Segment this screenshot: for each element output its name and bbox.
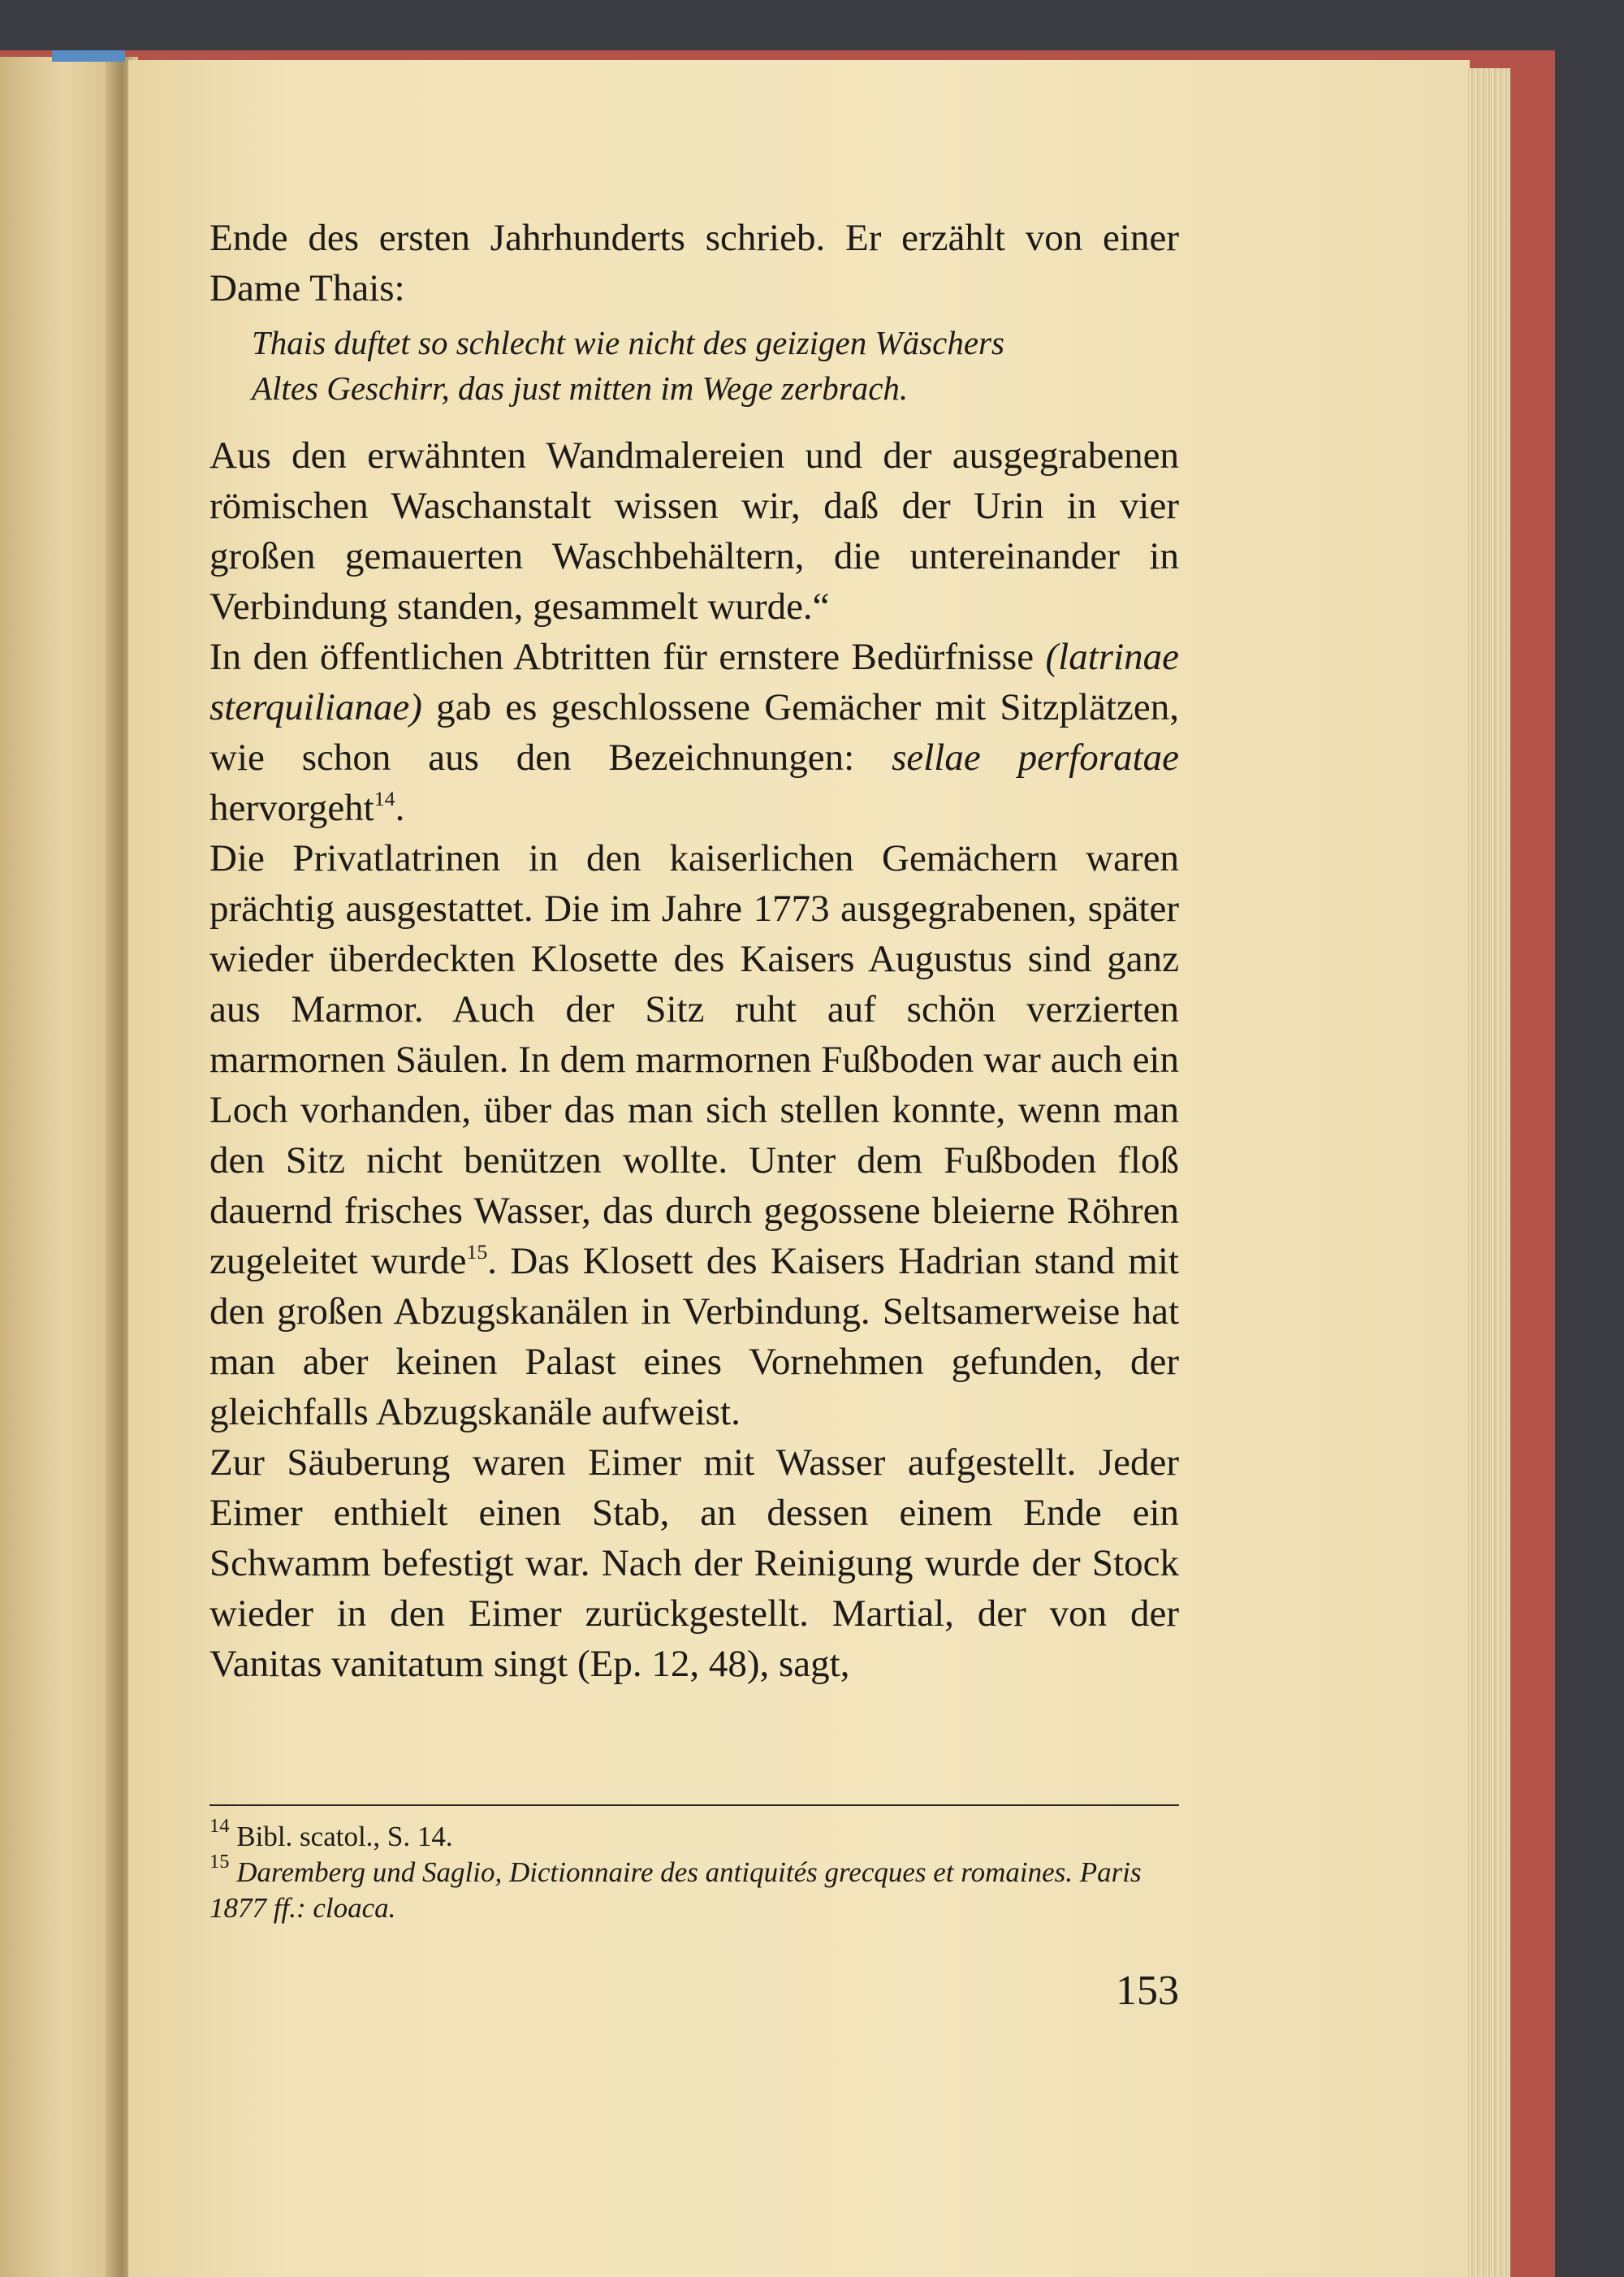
paragraph-3-text-b: gab es geschlossene Gemächer mit Sitzplätzen, wie schon aus den Bezeichnungen: (209, 686, 1179, 779)
paragraph-1: Ende des ersten Jahrhunderts schrieb. Er erzählt von einer Dame Thais: (209, 217, 1179, 309)
paragraph-2: Aus den erwähnten Wandmalereien und der ausgegrabenen römischen Waschanstalt wissen wir, daß der Urin in vier großen gemauerten Waschbehältern, die untereinander in Verbindung standen, gesammelt wurde.“ (209, 434, 1179, 628)
page-edges (1468, 68, 1510, 2277)
paragraph-3-text-c: hervorgeht (209, 787, 374, 829)
footnote-14-number: 14 (209, 1814, 230, 1837)
paragraph-3 (209, 632, 1179, 833)
footnote-rule (209, 1804, 1179, 1806)
footnote-15 (209, 1850, 1179, 1926)
page-number: 153 (1116, 1968, 1179, 2014)
body-text (209, 213, 1179, 1689)
paragraph-4 (209, 833, 1179, 1437)
verse-line-2: Altes Geschirr, das just mitten im Wege zerbrach. (252, 369, 909, 407)
left-page-edge (0, 57, 114, 2277)
paragraph-4-text-b: . Das Klosett des Kaisers Hadrian stand mit den großen Abzugskanälen in Verbindung. Seltsamerweise hat man aber keinen Palast eines Vornehmen gefunden, der gleichfalls Abzugskanäle aufweist. (209, 1240, 1179, 1433)
footnote-14-text: Bibl. scatol., S. 14. (229, 1821, 453, 1852)
footnote-15-number: 15 (209, 1850, 230, 1873)
footnote-ref-14: 14 (374, 786, 395, 810)
footnote-14 (209, 1814, 1179, 1855)
footnotes (209, 1814, 1179, 1926)
latin-term-latrinae: (latrinae sterquilianae) (209, 636, 1179, 728)
blue-tab-marker (52, 50, 125, 62)
verse-quote (209, 320, 1179, 411)
footnote-ref-15: 15 (466, 1239, 488, 1264)
latin-term-sellae: sellae perforatae (892, 737, 1179, 779)
verse-line-1: Thais duftet so schlecht wie nicht des geizigen Wäschers (252, 324, 1004, 361)
footnote-15-text: Daremberg und Saglio, Dictionnaire des antiquités grecques et romaines. Paris 1877 ff.: cloaca. (209, 1856, 1142, 1924)
paragraph-5: Zur Säuberung waren Eimer mit Wasser aufgestellt. Jeder Eimer enthielt einen Stab, an dessen einem Ende ein Schwamm befestigt war. Nach der Reinigung wurde der Stock wieder in den Eimer zurückgestellt. Martial, der von der Vanitas vanitatum singt (Ep. 12, 48), sagt, (209, 1441, 1179, 1685)
paragraph-3-text-a: In den öffentlichen Abtritten für ernstere Bedürfnisse (209, 636, 1046, 678)
paragraph-3-text-d: . (395, 787, 405, 829)
paragraph-4-text-a: Die Privatlatrinen in den kaiserlichen Gemächern waren prächtig ausgestattet. Die im Jahre 1773 ausgegrabenen, später wieder überdeckten Klosette des Kaisers Augustus sind ganz aus Marmor. Auch der Sitz ruht auf schön verzierten marmornen Säulen. In dem marmornen Fußboden war auch ein Loch vorhanden, über das man sich stellen konnte, wenn man den Sitz nicht benützen wollte. Unter dem Fußboden floß dauernd frisches Wasser, das durch gegossene bleierne Röhren zugeleitet wurde (209, 837, 1179, 1282)
